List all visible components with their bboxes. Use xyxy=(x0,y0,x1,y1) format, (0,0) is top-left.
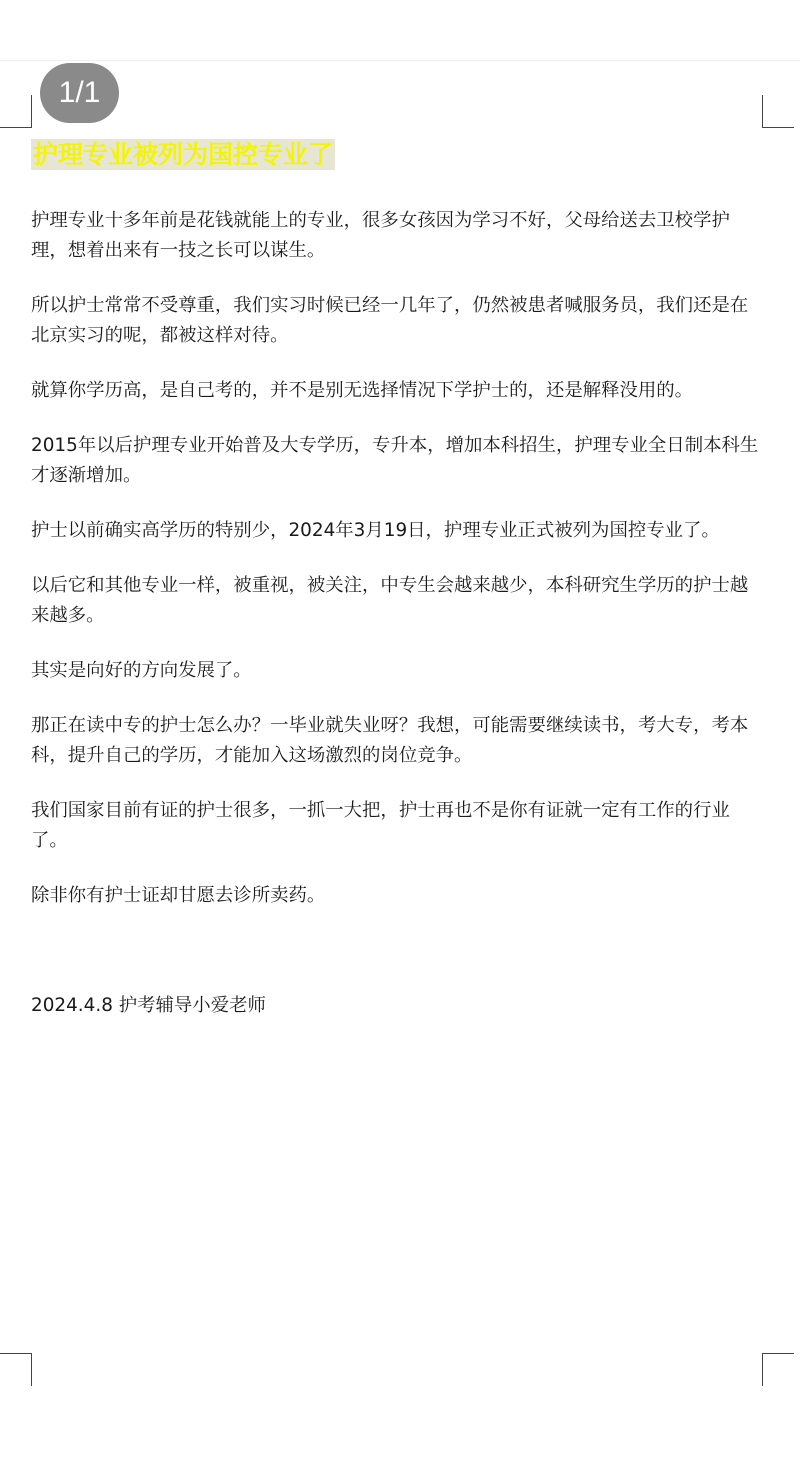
paragraph: 就算你学历高，是自己考的，并不是别无选择情况下学护士的，还是解释没用的。 xyxy=(31,380,694,401)
paragraph: 其实是向好的方向发展了。 xyxy=(31,660,252,681)
paragraph: 以后它和其他专业一样，被重视，被关注，中专生会越来越少，本科研究生学历的护士越来越多。 xyxy=(31,575,749,626)
document-title: 护理专业被列为国控专业了 xyxy=(33,140,334,169)
crop-mark-top-left xyxy=(0,95,32,128)
signature-date-author: 2024.4.8 护考辅导小爱老师 xyxy=(31,995,266,1016)
paragraph: 护士以前确实高学历的特别少，2024年3月19日，护理专业正式被列为国控专业了。 xyxy=(31,520,720,541)
paragraph: 那正在读中专的护士怎么办？一毕业就失业呀？我想，可能需要继续读书，考大专，考本科，提升自己的学历，才能加入这场激烈的岗位竞争。 xyxy=(31,715,749,766)
crop-mark-bottom-right xyxy=(762,1353,794,1386)
paragraph: 除非你有护士证却甘愿去诊所卖药。 xyxy=(31,885,326,906)
crop-mark-bottom-left xyxy=(0,1353,32,1386)
page-top-edge xyxy=(0,60,800,61)
paragraph: 所以护士常常不受尊重，我们实习时候已经一几年了，仍然被患者喊服务员，我们还是在北京实习的呢，都被这样对待。 xyxy=(31,295,749,346)
paragraph: 2015年以后护理专业开始普及大专学历，专升本，增加本科招生，护理专业全日制本科生才逐渐增加。 xyxy=(31,435,759,486)
paragraph: 护理专业十多年前是花钱就能上的专业，很多女孩因为学习不好，父母给送去卫校学护理，想着出来有一技之长可以谋生。 xyxy=(31,210,730,261)
paragraph: 我们国家目前有证的护士很多，一抓一大把，护士再也不是你有证就一定有工作的行业了。 xyxy=(31,800,730,851)
document-body xyxy=(31,206,763,1046)
crop-mark-top-right xyxy=(762,95,794,128)
page-indicator-badge: 1/1 xyxy=(40,63,119,123)
